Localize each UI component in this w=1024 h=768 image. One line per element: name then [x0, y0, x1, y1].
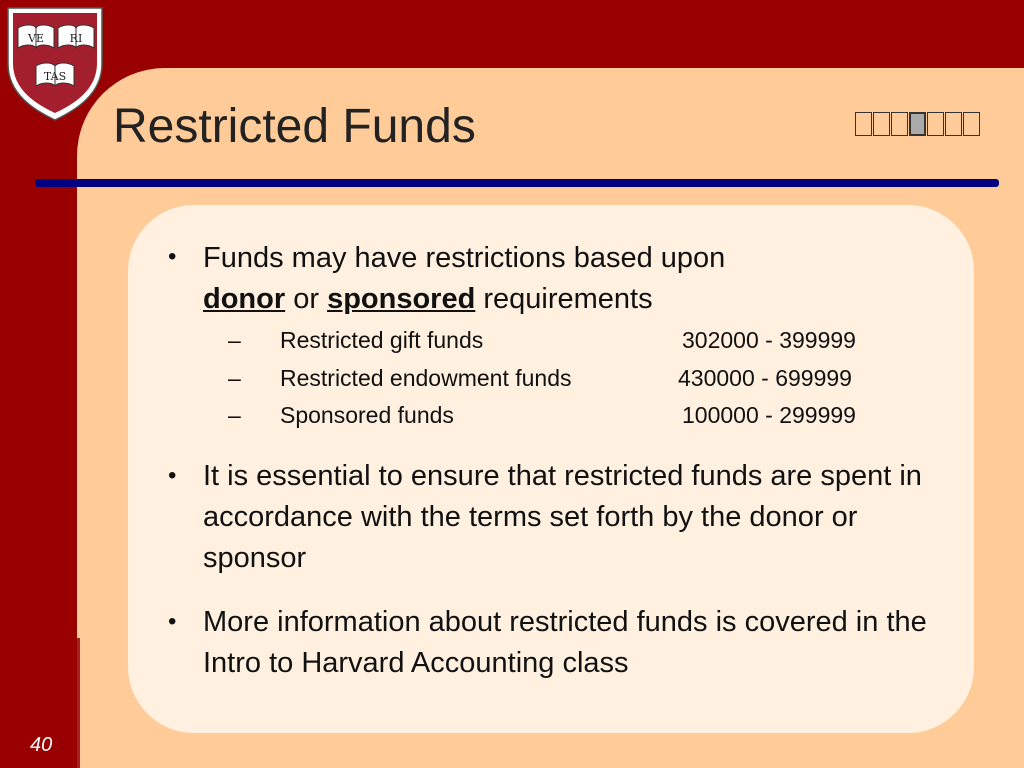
nav-square[interactable]	[891, 112, 908, 136]
bullet-glyph: •	[168, 243, 177, 270]
bullet-1-line1: Funds may have restrictions based upon	[203, 242, 726, 274]
bullet-glyph: •	[168, 462, 177, 489]
subitem-range: 100000 - 299999	[682, 402, 856, 428]
donor-term: donor	[203, 283, 286, 315]
book-right-icon	[58, 25, 94, 48]
sub-dash: –	[228, 402, 241, 428]
bullet-1-text	[203, 238, 943, 320]
left-shade	[77, 638, 80, 768]
page-number: 40	[30, 734, 53, 756]
subitem-range: 430000 - 699999	[678, 365, 852, 391]
slide-nav	[855, 112, 981, 138]
harvard-shield-logo	[6, 6, 104, 122]
book-left-icon	[18, 25, 54, 48]
nav-square[interactable]	[945, 112, 962, 136]
nav-square[interactable]	[963, 112, 980, 136]
svg-text:VE: VE	[28, 32, 44, 45]
subitem-label: Restricted endowment funds	[280, 365, 572, 391]
nav-square-active[interactable]	[909, 112, 926, 136]
subitem-label: Restricted gift funds	[280, 327, 484, 353]
bullet-glyph: •	[168, 608, 177, 635]
bullet-3-text: More information about restricted funds is covered in the Intro to Harvard Accounting class	[203, 606, 927, 679]
nav-square[interactable]	[927, 112, 944, 136]
requirements-text: requirements	[475, 283, 653, 315]
title-divider	[35, 179, 999, 187]
or-text: or	[285, 283, 328, 315]
sub-dash: –	[228, 327, 241, 353]
subitem-label: Sponsored funds	[280, 402, 454, 428]
slide-title: Restricted Funds	[113, 100, 476, 153]
sponsored-term: sponsored	[327, 283, 476, 315]
nav-square[interactable]	[855, 112, 872, 136]
subitem-range: 302000 - 399999	[682, 327, 856, 353]
book-bottom-icon	[36, 63, 74, 86]
bullet-2-text: It is essential to ensure that restricted funds are spent in accordance with the terms set forth by the donor or sponsor	[203, 460, 922, 574]
svg-text:RI: RI	[69, 32, 83, 45]
svg-text:TAS: TAS	[43, 70, 67, 83]
sub-dash: –	[228, 365, 241, 391]
nav-square[interactable]	[873, 112, 890, 136]
